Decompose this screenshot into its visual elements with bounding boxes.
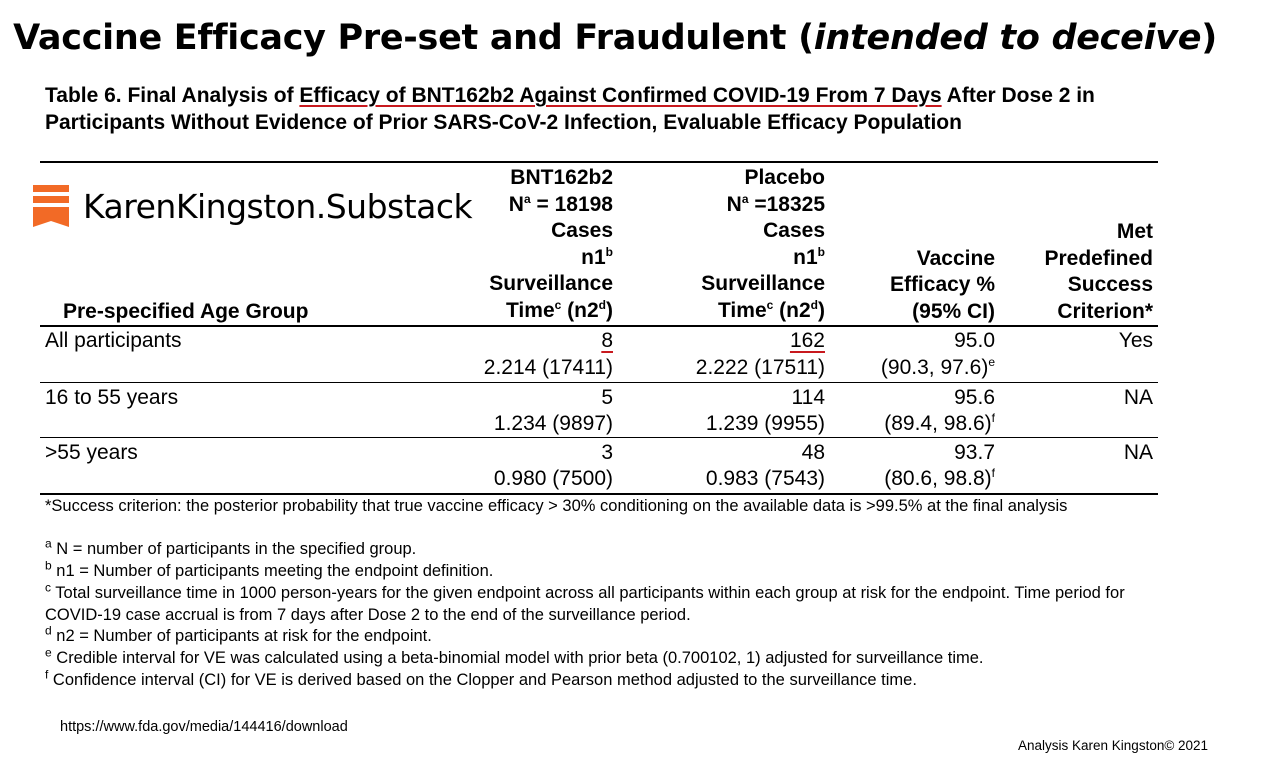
ve-value: 95.6 — [954, 386, 995, 409]
bnt-surveillance-label: Surveillance — [489, 272, 613, 295]
row-group-label: >55 years — [45, 441, 138, 464]
footnote-c: $^c$ Total surveillance time in 1000 person-years for the given endpoint across all participants within each group at risk for the endpoint. Time period for COVID-19 case accrual is from 7 days after Dose 2 to the end of the surveillance period. — [45, 580, 1125, 624]
placebo-time-value: 1.239 (9955) — [705, 412, 825, 435]
ve-ci-value: (90.3, 97.6)$^e$ — [880, 355, 995, 379]
bnt-cases-value: 3 — [601, 441, 613, 464]
footnote-success-criterion: *Success criterion: the posterior probability that true vaccine efficacy > 30% conditioning on the available data is >99.5% at the final analysis — [45, 497, 1068, 515]
placebo-cases-value: 162 — [789, 329, 825, 352]
placebo-n1-label: n1$^b$ — [793, 244, 825, 269]
placebo-time-label: Time$^c$ (n2$^d$) — [717, 297, 825, 322]
placebo-name: Placebo — [744, 166, 825, 189]
substack-icon — [33, 185, 69, 227]
slide-title-emphasis: intended to deceive — [813, 18, 1202, 58]
placebo-cases-value: 48 — [801, 441, 825, 464]
footnote-d: $^d$ n2 = Number of participants at risk for the endpoint. — [45, 623, 432, 645]
caption-lead: Table 6. Final Analysis of — [45, 84, 300, 107]
met-criterion-value: NA — [1123, 441, 1153, 464]
slide-title-main: Vaccine Efficacy Pre-set and Fraudulent ( — [13, 18, 814, 58]
bnt-cases-value: 8 — [601, 329, 613, 352]
met-criterion-value: NA — [1123, 386, 1153, 409]
placebo-cases-value: 114 — [791, 386, 825, 409]
header-vaccine-efficacy: Vaccine Efficacy % (95% CI) — [889, 246, 995, 323]
placebo-time-value: 2.222 (17511) — [695, 356, 825, 379]
header-placebo — [620, 165, 825, 324]
row-divider — [40, 382, 1158, 383]
row-group-label: All participants — [45, 329, 182, 352]
footnote-e: $^e$ Credible interval for VE was calculated using a beta-binomial model with prior beta (0.700102, 1) adjusted for surveillance time. — [45, 645, 984, 667]
header-bnt162b2 — [340, 165, 613, 324]
caption-rest: After Dose 2 in Participants Without Evidence of Prior SARS-CoV-2 Infection, Evaluable Efficacy Population — [45, 84, 1095, 134]
bnt-cases-value: 5 — [601, 386, 613, 409]
footnote-b: $^b$ n1 = Number of participants meeting the endpoint definition. — [45, 558, 494, 580]
ve-value: 95.0 — [954, 329, 995, 352]
ve-ci-value: (89.4, 98.6)$^f$ — [884, 411, 995, 435]
ve-ci-value: (80.6, 98.8)$^f$ — [884, 466, 995, 490]
row-divider — [40, 437, 1158, 438]
brand-name: KarenKingston.Substack — [83, 186, 473, 226]
bnt-time-label: Time$^c$ (n2$^d$) — [505, 297, 613, 322]
header-met-criterion: Met Predefined Success Criterion* — [1044, 220, 1153, 323]
placebo-surveillance-label: Surveillance — [701, 272, 825, 295]
table-top-rule — [40, 161, 1158, 163]
header-age-group: Pre-specified Age Group — [63, 300, 309, 323]
source-url: https://www.fda.gov/media/144416/download — [60, 719, 348, 735]
caption-underlined-phrase: Efficacy of BNT162b2 Against Confirmed COVID-19 From 7 Days — [299, 84, 942, 107]
bnt-cases-label: Cases — [551, 219, 613, 242]
placebo-cases-label: Cases — [763, 219, 825, 242]
met-criterion-value: Yes — [1118, 329, 1153, 352]
footnote-a: $^a$ N = number of participants in the specified group. — [45, 536, 417, 558]
copyright-notice: Analysis Karen Kingston© 2021 — [1018, 738, 1209, 753]
slide-title-close: ) — [1201, 18, 1217, 58]
placebo-time-value: 0.983 (7543) — [705, 467, 825, 490]
bnt-time-value: 0.980 (7500) — [493, 467, 613, 490]
footnote-f: $^f$ Confidence interval (CI) for VE is derived based on the Clopper and Pearson method adjusted to the surveillance time. — [45, 667, 917, 689]
placebo-n-total: $N^a =18325$ — [726, 191, 825, 216]
table-caption — [45, 82, 1155, 136]
header-bottom-rule — [40, 325, 1158, 327]
bnt-time-value: 1.234 (9897) — [493, 412, 613, 435]
bnt-name: BNT162b2 — [510, 166, 613, 189]
slide-title — [0, 18, 1230, 58]
ve-value: 93.7 — [954, 441, 995, 464]
bnt-n1-label: n1$^b$ — [581, 244, 613, 269]
table-bottom-rule — [40, 493, 1158, 495]
bnt-n-total: $N^a = 18198$ — [508, 191, 613, 216]
row-group-label: 16 to 55 years — [45, 386, 179, 409]
bnt-time-value: 2.214 (17411) — [483, 356, 613, 379]
